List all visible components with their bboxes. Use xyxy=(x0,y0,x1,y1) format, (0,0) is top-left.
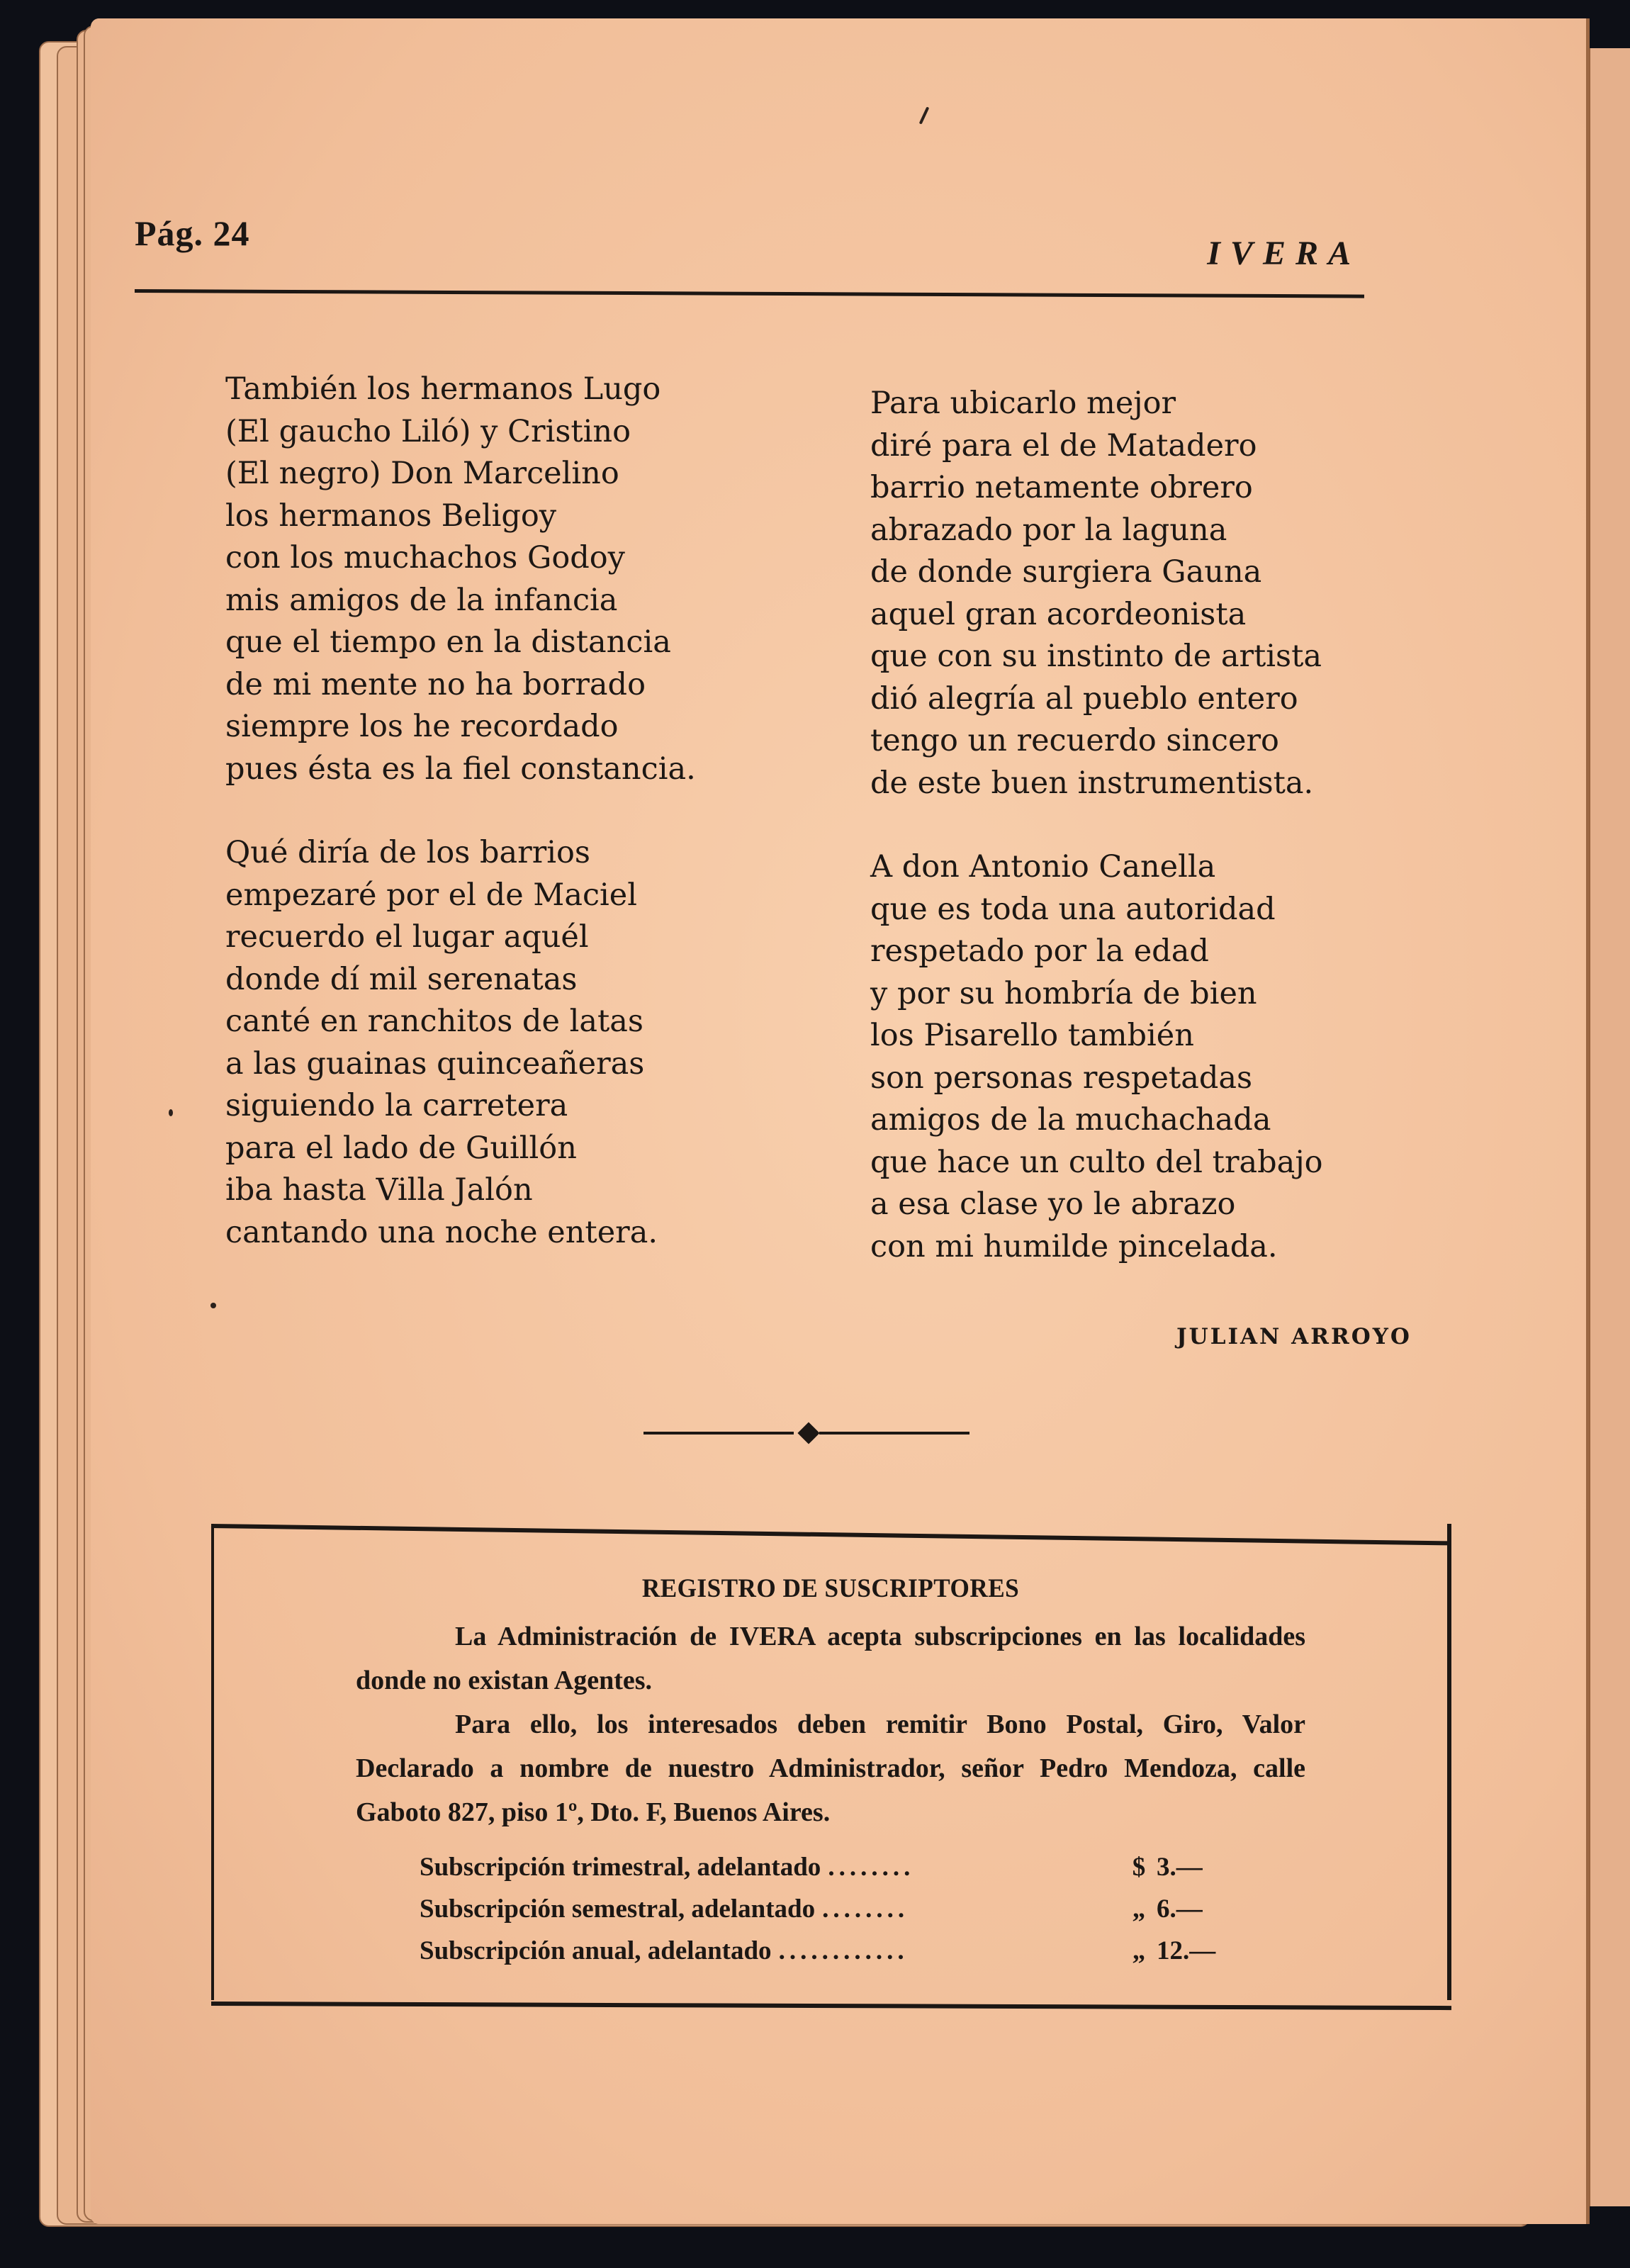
paper-speck xyxy=(169,1109,173,1116)
verse-line: Para ubicarlo mejor xyxy=(870,386,1176,421)
verse-line: tengo un recuerdo sincero xyxy=(870,723,1279,758)
subscription-text xyxy=(356,1615,1305,1834)
verse-line: donde dí mil serenatas xyxy=(225,961,578,997)
poem-author: JULIAN ARROYO xyxy=(1176,1324,1412,1349)
rate-row xyxy=(420,1930,1235,1972)
verse-line: siempre los he recordado xyxy=(225,709,619,744)
page-number: Pág. 24 xyxy=(135,213,250,253)
rate-leader-dots: ........ xyxy=(822,1894,909,1924)
verse-line: de este buen instrumentista. xyxy=(870,765,1314,801)
verse-line: Qué diría de los barrios xyxy=(225,835,590,870)
verse-line: respetado por la edad xyxy=(870,933,1209,969)
verse-line: a las guainas quinceañeras xyxy=(225,1045,645,1082)
verse-line: También los hermanos Lugo xyxy=(225,371,661,407)
rate-currency: „ xyxy=(1132,1936,1146,1965)
verse-line: de mi mente no ha borrado xyxy=(225,666,646,702)
verse-line: con mi humilde pincelada. xyxy=(870,1228,1278,1264)
verse-line: empezaré por el de Maciel xyxy=(225,877,638,913)
rate-amount: 3.— xyxy=(1157,1853,1203,1882)
verse-line: iba hasta Villa Jalón xyxy=(225,1172,533,1208)
section-divider xyxy=(643,1418,1012,1446)
verse-line: los hermanos Beligoy xyxy=(225,498,557,534)
rate-currency: $ xyxy=(1132,1853,1146,1882)
verse-line: cantando una noche entera. xyxy=(225,1214,658,1250)
verse-line: diré para el de Matadero xyxy=(870,427,1257,464)
verse-line: son personas respetadas xyxy=(870,1060,1253,1096)
verse-line: que el tiempo en la distancia xyxy=(225,624,671,660)
box-top-rule xyxy=(211,1524,1451,1545)
stanza xyxy=(870,383,1323,804)
rates-list xyxy=(420,1846,1235,1972)
rate-currency: „ xyxy=(1132,1894,1146,1924)
stanza xyxy=(225,369,696,790)
verse-line: (El negro) Don Marcelino xyxy=(225,456,619,491)
verse-line: a esa clase yo le abrazo xyxy=(870,1186,1236,1222)
verse-line: que hace un culto del trabajo xyxy=(870,1144,1323,1180)
rate-label: Subscripción trimestral, adelantado xyxy=(420,1853,821,1882)
divider-rule-left xyxy=(643,1432,794,1435)
stanza xyxy=(870,846,1323,1268)
verse-line: aquel gran acordeonista xyxy=(870,596,1247,632)
rate-label: Subscripción anual, adelantado xyxy=(420,1936,772,1965)
poem-left-column xyxy=(225,369,696,1296)
verse-line: que con su instinto de artista xyxy=(870,639,1322,674)
verse-line: amigos de la muchachada xyxy=(870,1102,1271,1138)
paper-speck xyxy=(210,1303,216,1308)
verse-line: canté en ranchitos de latas xyxy=(225,1004,643,1039)
verse-line: y por su hombría de bien xyxy=(870,975,1257,1011)
rate-leader-dots: ........ xyxy=(828,1853,915,1882)
verse-line: mis amigos de la infancia xyxy=(225,582,618,618)
verse-line: para el lado de Guillón xyxy=(225,1130,577,1166)
verse-line: siguiendo la carretera xyxy=(225,1088,568,1123)
rate-label: Subscripción semestral, adelantado xyxy=(420,1894,816,1924)
subscription-paragraph: La Administración de IVERA acepta subscripciones en las localidades donde no existan Agentes. xyxy=(356,1622,1305,1695)
verse-line: dió alegría al pueblo entero xyxy=(870,680,1298,717)
verse-line: que es toda una autoridad xyxy=(870,891,1276,927)
verse-line: de donde surgiera Gauna xyxy=(870,554,1262,590)
verse-line: abrazado por la laguna xyxy=(870,512,1227,548)
magazine-title: IVERA xyxy=(1207,235,1361,272)
poem-right-column xyxy=(870,383,1323,1310)
verse-line: los Pisarello también xyxy=(870,1018,1194,1053)
subscription-title: REGISTRO DE SUSCRIPTORES xyxy=(641,1574,1020,1603)
verse-line: (El gaucho Liló) y Cristino xyxy=(225,413,631,449)
subscription-box xyxy=(211,1524,1451,2000)
rate-amount: 12.— xyxy=(1157,1936,1216,1965)
verse-line: pues ésta es la fiel constancia. xyxy=(225,751,696,787)
verse-line: A don Antonio Canella xyxy=(870,849,1216,885)
verse-line: con los muchachos Godoy xyxy=(225,540,625,576)
verse-line: recuerdo el lugar aquél xyxy=(225,919,589,955)
rate-amount: 6.— xyxy=(1157,1894,1203,1924)
rate-row xyxy=(420,1846,1235,1888)
rate-row xyxy=(420,1888,1235,1930)
stanza xyxy=(225,832,696,1254)
subscription-paragraph: Para ello, los interesados deben remitir Bono Postal, Giro, Valor Declarado a nombre de nuestro Administrador, señor Pedro Mendoza, calle Gaboto 827, piso 1º, Dto. F, Buenos Aires. xyxy=(356,1710,1305,1827)
diamond-icon xyxy=(797,1422,819,1444)
divider-rule-right xyxy=(819,1432,969,1435)
rate-leader-dots: ............ xyxy=(778,1936,909,1965)
next-page-edge xyxy=(1586,48,1630,2206)
verse-line: barrio netamente obrero xyxy=(870,470,1253,505)
